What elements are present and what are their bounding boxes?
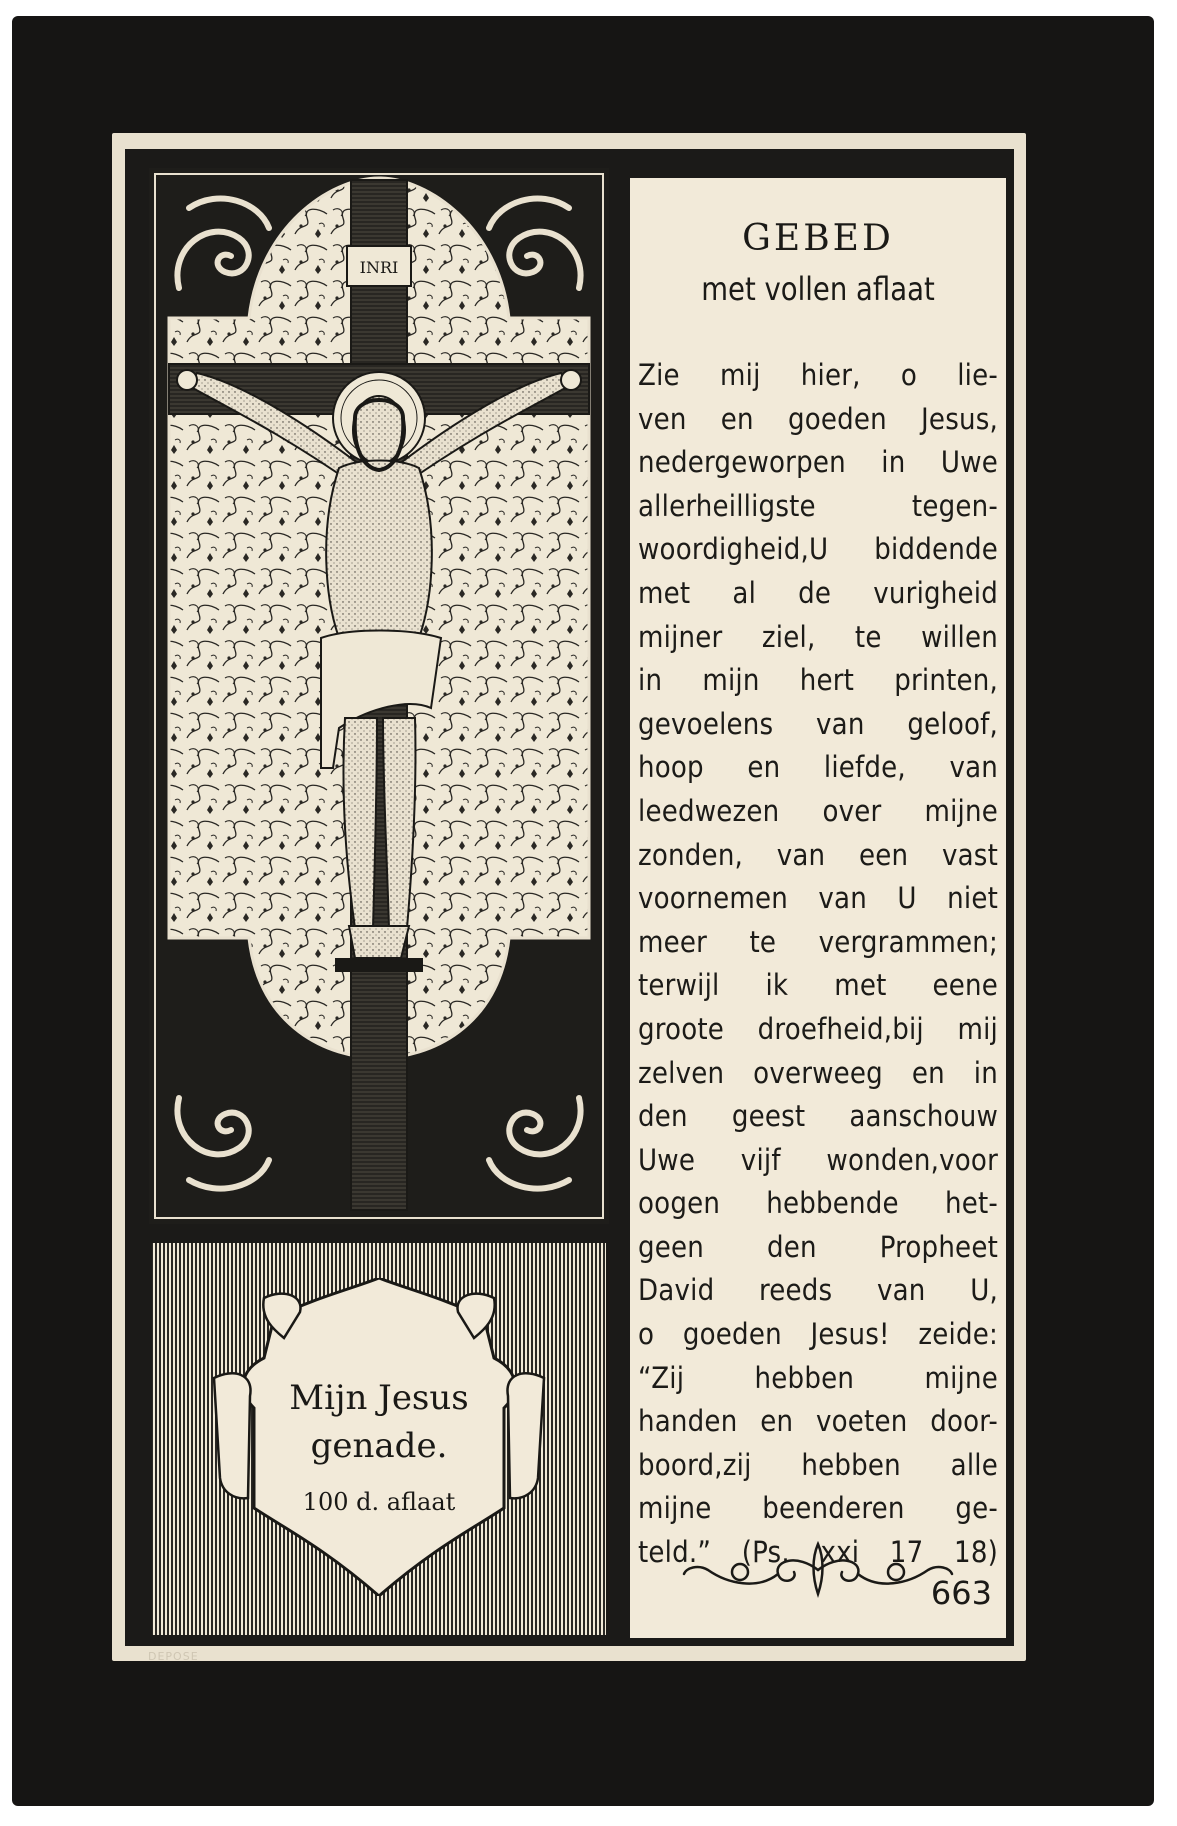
- caption-line-1: Mijn Jesus: [289, 1378, 469, 1418]
- prayer-line: ven en goeden Jesus,: [638, 401, 998, 436]
- crucifix-illustration: [149, 168, 609, 1224]
- prayer-line: allerheilligste tegen-: [638, 488, 998, 523]
- prayer-subtitle: met vollen aflaat: [701, 270, 935, 308]
- prayer-line: met al de vurigheid: [638, 575, 998, 610]
- prayer-line: zelven overweeg en in: [638, 1055, 998, 1090]
- prayer-line: David reeds van U,: [638, 1273, 998, 1308]
- prayer-line: terwijl ik met eene: [638, 968, 998, 1003]
- prayer-line: boord,zij hebben alle: [638, 1447, 998, 1482]
- prayer-line: gevoelens van geloof,: [638, 706, 998, 741]
- prayer-body: [638, 354, 998, 1575]
- prayer-line: hoop en liefde, van: [638, 750, 998, 785]
- prayer-line: zonden, van een vast: [638, 837, 998, 872]
- prayer-line: handen en voeten door-: [638, 1404, 998, 1439]
- prayer-line: “Zij hebben mijne: [638, 1360, 998, 1395]
- prayer-line: oogen hebbende het-: [638, 1186, 998, 1221]
- caption-indulgence: 100 d. aflaat: [302, 1488, 456, 1516]
- prayer-line: den geest aanschouw: [638, 1099, 998, 1134]
- prayer-line: Uwe vijf wonden,voor: [638, 1142, 998, 1177]
- cross-inscription: INRI: [359, 258, 399, 277]
- caption-line-2: genade.: [310, 1426, 448, 1466]
- prayer-line: nedergeworpen in Uwe: [638, 445, 998, 480]
- prayer-line: o goeden Jesus! zeide:: [638, 1317, 998, 1352]
- prayer-line: meer te vergrammen;: [638, 924, 998, 959]
- prayer-line: Zie mij hier, o lie-: [638, 358, 998, 392]
- prayer-line: geen den Propheet: [638, 1229, 998, 1264]
- prayer-line: leedwezen over mijne: [638, 793, 998, 828]
- prayer-line: in mijn hert printen,: [638, 663, 998, 698]
- prayer-line: woordigheid,U biddende: [638, 532, 998, 567]
- prayer-line: mijner ziel, te willen: [638, 619, 998, 654]
- caption-panel: [149, 1240, 609, 1638]
- fleuron-ornament: [678, 1534, 958, 1604]
- prayer-line: voornemen van U niet: [638, 881, 998, 916]
- prayer-line: teld.” (Ps. xxi 17 18): [638, 1535, 998, 1570]
- prayer-line: mijne beenderen ge-: [638, 1491, 998, 1526]
- card-number: 663: [930, 1574, 992, 1612]
- caption-text-area: [204, 1278, 554, 1596]
- prayer-panel: [626, 174, 1010, 1642]
- prayer-line: groote droefheid,bij mij: [638, 1011, 998, 1046]
- prayer-title: GEBED: [742, 218, 894, 259]
- imprint-mark: DEPOSE: [148, 1650, 199, 1663]
